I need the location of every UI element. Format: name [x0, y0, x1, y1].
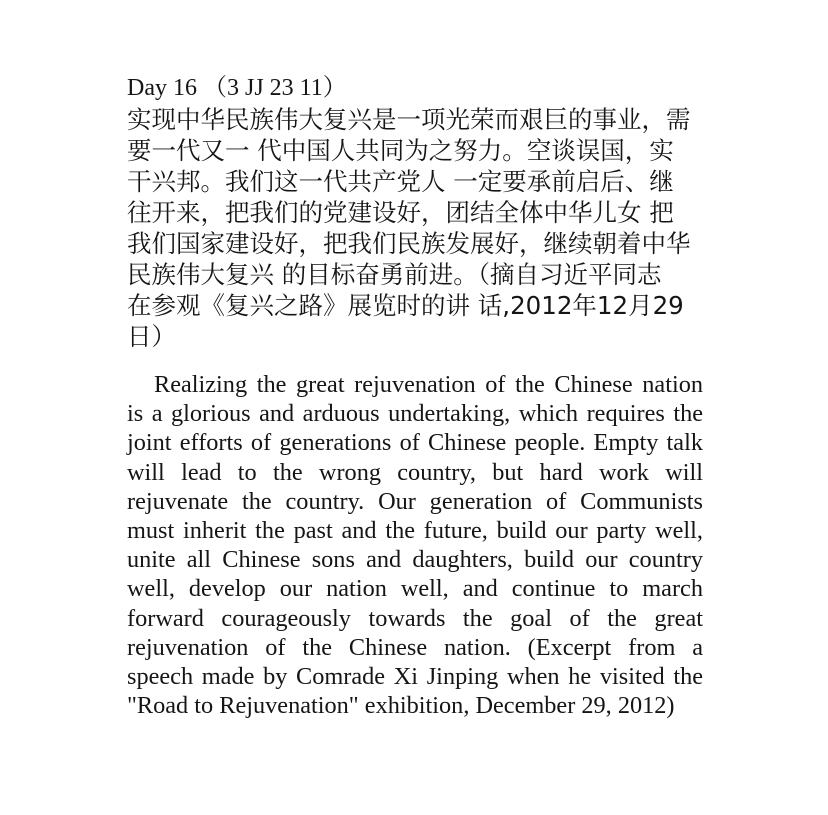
english-line: well, develop our nation well, and continue to march — [127, 575, 703, 603]
english-line: joint efforts of generations of Chinese people. Empty talk — [127, 429, 703, 457]
english-line: rejuvenate the country. Our generation of Communists — [127, 487, 703, 515]
english-line: speech made by Comrade Xi Jinping when he visited the — [127, 662, 703, 690]
chinese-line: 实现中华民族伟大复兴是一项光荣而艰巨的事业，需 — [127, 105, 691, 134]
chinese-line: 我们国家建设好，把我们民族发展好，继续朝着中华 — [127, 229, 691, 258]
english-line: unite all Chinese sons and daughters, build our country — [127, 546, 703, 574]
english-line: will lead to the wrong country, but hard work will — [127, 458, 703, 486]
day-label: Day 16 （3 JJ 23 11） — [127, 75, 347, 101]
chinese-line: 日） — [127, 322, 176, 351]
chinese-line: 在参观《复兴之路》展览时的讲 话,2012年12月29 — [127, 291, 684, 320]
english-line: rejuvenation of the Chinese nation. (Excerpt from a — [127, 633, 703, 661]
english-line: must inherit the past and the future, build our party well, — [127, 516, 703, 544]
english-line: forward courageously towards the goal of the great — [127, 604, 703, 632]
chinese-line: 往开来，把我们的党建设好，团结全体中华儿女 把 — [127, 198, 674, 227]
english-line: is a glorious and arduous undertaking, which requires the — [127, 400, 703, 428]
english-line: "Road to Rejuvenation" exhibition, December 29, 2012) — [127, 692, 675, 720]
english-line: Realizing the great rejuvenation of the Chinese nation — [154, 371, 703, 398]
chinese-line: 要一代又一 代中国人共同为之努力。空谈误国，实 — [127, 136, 674, 165]
chinese-line: 民族伟大复兴 的目标奋勇前进。（摘自习近平同志 — [127, 260, 662, 289]
chinese-line: 干兴邦。我们这一代共产党人 一定要承前启后、继 — [127, 167, 674, 196]
english-paragraph — [127, 370, 703, 720]
chinese-paragraph — [127, 104, 707, 352]
